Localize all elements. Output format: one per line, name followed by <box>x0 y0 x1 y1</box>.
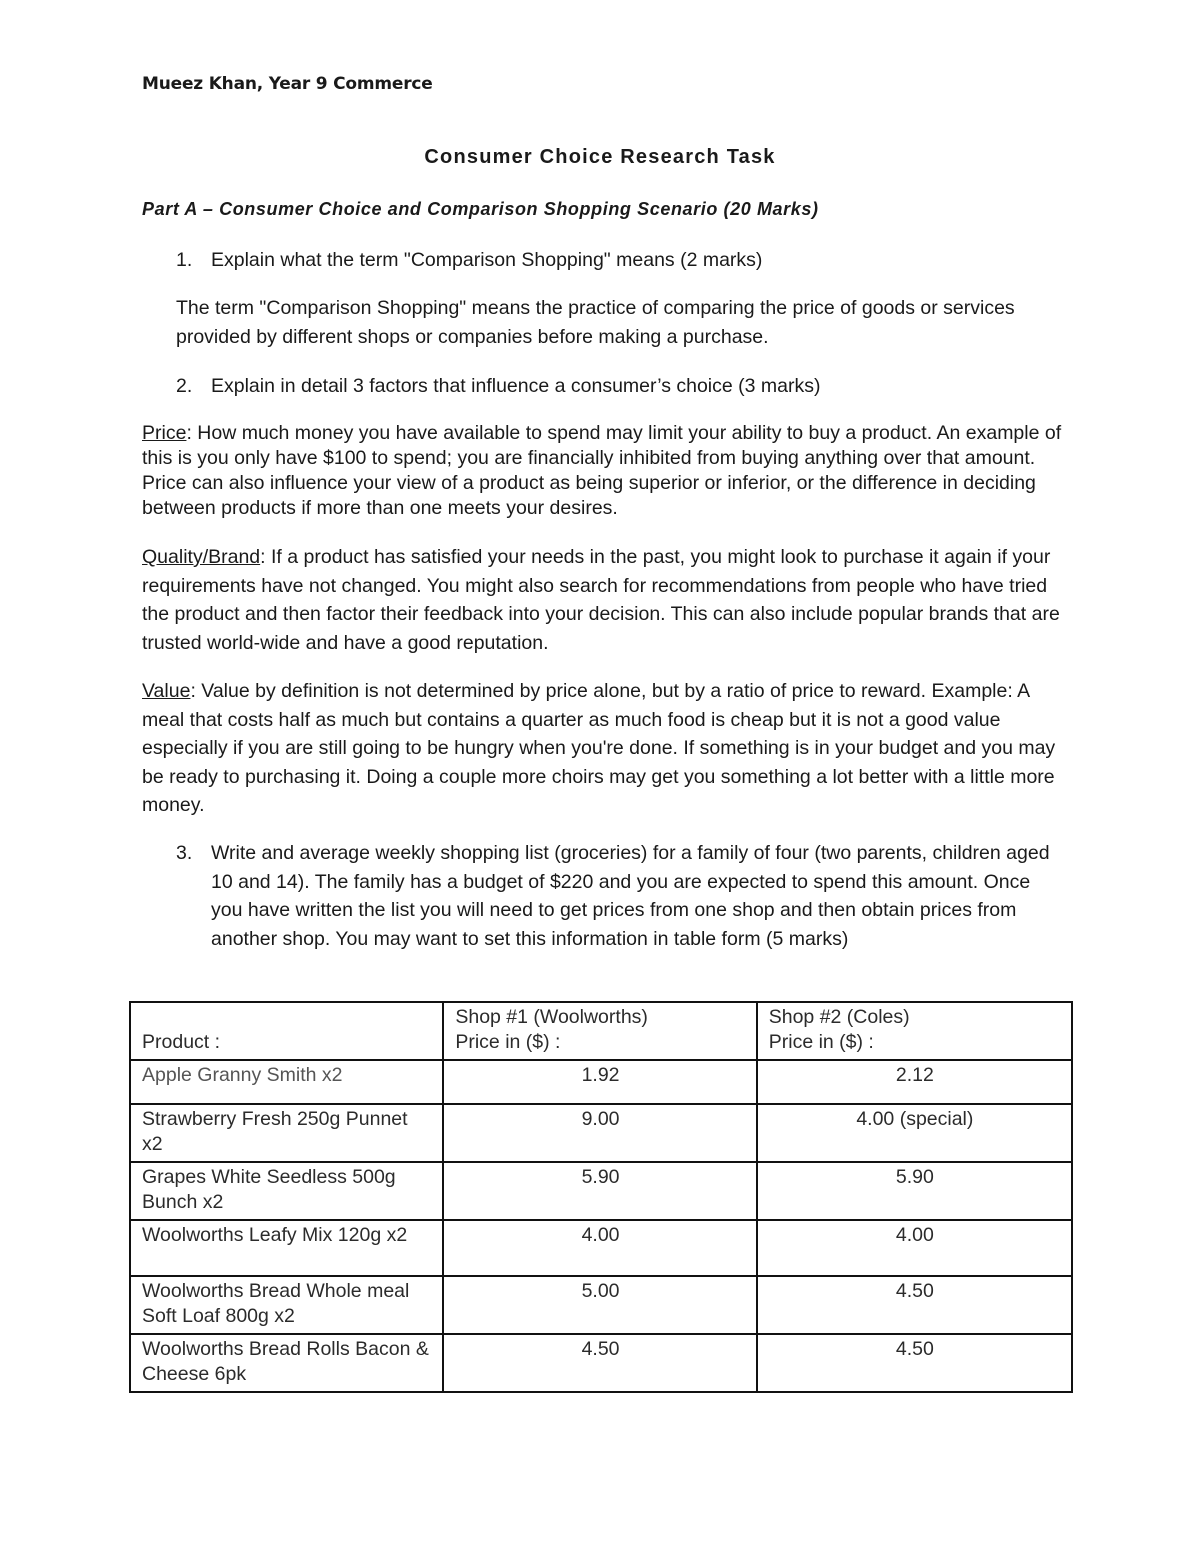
price-comparison-table <box>129 1001 1073 1393</box>
shop-2-price-cell: 4.50 <box>757 1276 1072 1334</box>
question-1-text: Explain what the term "Comparison Shopping" means (2 marks) <box>211 249 763 271</box>
shop-1-price-cell: 4.50 <box>443 1334 756 1392</box>
shop-2-price-cell: 4.50 <box>757 1334 1072 1392</box>
shop-1-price-cell: 1.92 <box>443 1060 756 1104</box>
header-shop-1-price-label: Price in ($) : <box>455 1031 561 1053</box>
shop-2-price-cell: 5.90 <box>757 1162 1072 1220</box>
header-shop-2-price-label: Price in ($) : <box>768 1031 874 1053</box>
shop-1-price-cell: 5.00 <box>443 1276 756 1334</box>
factor-quality-brand-label: Quality/Brand <box>142 546 261 568</box>
product-cell: Apple Granny Smith x2 <box>130 1060 443 1104</box>
product-cell: Woolworths Bread Rolls Bacon & Cheese 6pk <box>130 1334 443 1392</box>
product-cell: Woolworths Bread Whole meal Soft Loaf 800g x2 <box>130 1276 443 1334</box>
question-3-text: Write and average weekly shopping list (groceries) for a family of four (two parents, children aged 10 and 14). The family has a budget of $220 and you are expected to spend this amount. Once you have written the list you will need to get prices from one shop and then obtain prices from another shop. You may want to set this information in table form (5 marks) <box>211 842 1050 950</box>
factor-value-label: Value <box>142 680 191 702</box>
factor-value-text: : Value by definition is not determined by price alone, but by a ratio of price to reward. Example: A meal that costs half as much but contains a quarter as much food is cheap but it is not a good value especially if you are still going to be hungry when you're done. If something is in your budget and you may be ready to purchasing it. Doing a couple more choirs may get you something a lot better with a little more money. <box>142 680 1056 816</box>
table-row <box>130 1220 1072 1276</box>
part-a-heading: Part A – Consumer Choice and Comparison Shopping Scenario (20 Marks) <box>142 199 819 219</box>
product-cell: Strawberry Fresh 250g Punnet x2 <box>130 1104 443 1162</box>
product-cell: Woolworths Leafy Mix 120g x2 <box>130 1220 443 1276</box>
factor-price <box>142 421 1062 521</box>
factor-price-text: : How much money you have available to spend may limit your ability to buy a product. An example of this is you only have $100 to spend; you are financially inhibited from buying anything over that amount. Price can also influence your view of a product as being superior or inferior, or the difference in deciding between products if more than one meets your desires. <box>142 422 1062 519</box>
header-shop-1 <box>443 1002 756 1060</box>
question-2-text: Explain in detail 3 factors that influence a consumer’s choice (3 marks) <box>211 375 821 397</box>
table-row <box>130 1162 1072 1220</box>
factor-value <box>142 677 1062 820</box>
table-row <box>130 1104 1072 1162</box>
header-shop-2 <box>757 1002 1072 1060</box>
question-3 <box>176 839 1056 953</box>
question-1 <box>176 246 1056 275</box>
table-row <box>130 1060 1072 1104</box>
table-header-row <box>130 1002 1072 1060</box>
question-2 <box>176 372 1056 401</box>
header-shop-1-name: Shop #1 (Woolworths) <box>455 1006 648 1028</box>
product-cell: Grapes White Seedless 500g Bunch x2 <box>130 1162 443 1220</box>
header-product: Product : <box>130 1002 443 1060</box>
shop-1-price-cell: 4.00 <box>443 1220 756 1276</box>
shop-1-price-cell: 9.00 <box>443 1104 756 1162</box>
table-row <box>130 1334 1072 1392</box>
shop-2-price-cell: 4.00 <box>757 1220 1072 1276</box>
table-row <box>130 1276 1072 1334</box>
question-2-number: 2. <box>176 375 193 397</box>
factor-quality-brand-text: : If a product has satisfied your needs in the past, you might look to purchase it again if your requirements have not changed. You might also search for recommendations from people who have tried the product and then factor their feedback into your decision. This can also include popular brands that are trusted world-wide and have a good reputation. <box>142 546 1060 654</box>
author-line: Mueez Khan, Year 9 Commerce <box>142 74 433 94</box>
shop-2-price-cell: 2.12 <box>757 1060 1072 1104</box>
question-1-number: 1. <box>176 249 193 271</box>
factor-quality-brand <box>142 543 1062 657</box>
question-1-answer: The term "Comparison Shopping" means the practice of comparing the price of goods or services provided by different shops or companies before making a purchase. <box>176 297 1015 348</box>
document-title: Consumer Choice Research Task <box>424 146 776 168</box>
shop-2-price-cell: 4.00 (special) <box>757 1104 1072 1162</box>
factor-price-label: Price <box>142 422 187 444</box>
header-shop-2-name: Shop #2 (Coles) <box>768 1006 910 1028</box>
question-3-number: 3. <box>176 842 193 864</box>
shop-1-price-cell: 5.90 <box>443 1162 756 1220</box>
